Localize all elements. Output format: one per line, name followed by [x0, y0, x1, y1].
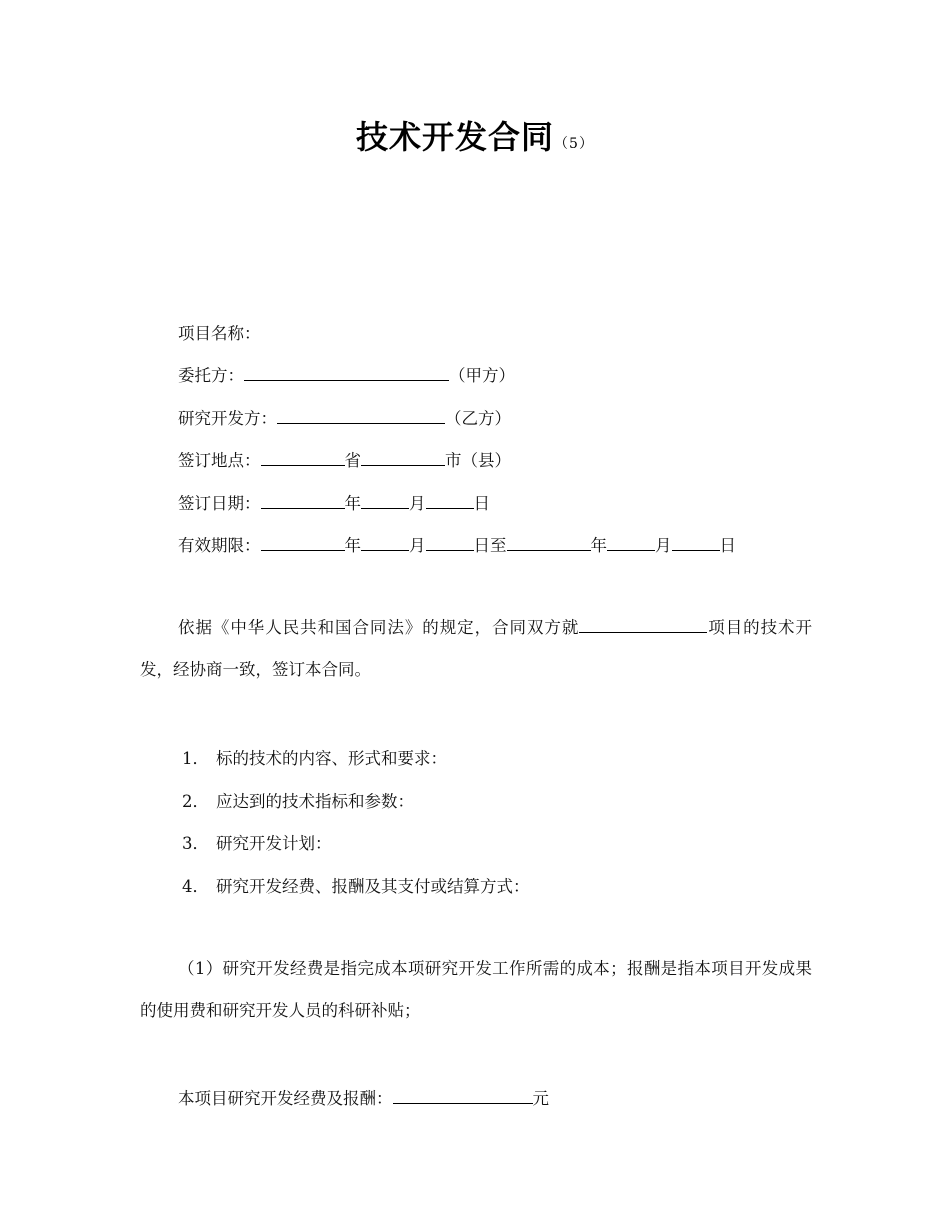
sign-place-label: 签订地点： — [178, 451, 261, 470]
list-item — [178, 788, 414, 812]
year-text: 年 — [344, 536, 361, 555]
clause-1-paragraph — [140, 948, 812, 1032]
province-text: 省 — [344, 451, 361, 470]
month-text: 月 — [409, 536, 426, 555]
day-to-text: 日至 — [473, 536, 507, 555]
validity-line — [178, 532, 736, 556]
project-name-label: 项目名称： — [178, 324, 261, 343]
sign-year-blank[interactable] — [261, 493, 345, 509]
client-label: 委托方： — [178, 366, 244, 385]
client-blank[interactable] — [244, 365, 449, 381]
month-text: 月 — [655, 536, 672, 555]
year-text: 年 — [590, 536, 607, 555]
province-blank[interactable] — [261, 450, 345, 466]
fee-label: 本项目研究开发经费及报酬： — [178, 1089, 393, 1108]
item-text: 标的技术的内容、形式和要求： — [216, 749, 447, 768]
start-month-blank[interactable] — [361, 535, 409, 551]
project-blank[interactable] — [579, 617, 707, 633]
item-number: 2． — [182, 792, 209, 811]
end-month-blank[interactable] — [607, 535, 655, 551]
intro-part1: 依据《中华人民共和国合同法》的规定，合同双方就 — [178, 618, 580, 637]
developer-blank[interactable] — [277, 408, 445, 424]
fee-line — [178, 1085, 549, 1109]
developer-label: 研究开发方： — [178, 409, 277, 428]
document-title — [0, 112, 950, 158]
start-year-blank[interactable] — [261, 535, 345, 551]
fee-blank[interactable] — [393, 1088, 533, 1104]
title-suffix: （5） — [554, 136, 594, 152]
city-text: 市（县） — [445, 451, 511, 470]
end-day-blank[interactable] — [672, 535, 720, 551]
sign-day-blank[interactable] — [426, 493, 474, 509]
list-item — [178, 830, 332, 854]
item-number: 3． — [182, 834, 209, 853]
sign-place-line — [178, 447, 511, 471]
fee-unit: 元 — [532, 1089, 549, 1108]
month-text: 月 — [409, 494, 426, 513]
clause-1-text: （1）研究开发经费是指完成本项研究开发工作所需的成本；报酬是指本项目开发成果的使用费和研究开发人员的科研补贴； — [140, 959, 812, 1020]
project-name-line — [178, 320, 261, 344]
item-number: 1． — [182, 749, 209, 768]
end-year-blank[interactable] — [507, 535, 591, 551]
city-blank[interactable] — [361, 450, 445, 466]
item-text: 应达到的技术指标和参数： — [216, 792, 414, 811]
list-item — [178, 745, 447, 769]
title-text: 技术开发合同 — [356, 118, 555, 156]
client-role: （甲方） — [449, 366, 515, 385]
sign-date-line — [178, 490, 490, 514]
sign-month-blank[interactable] — [361, 493, 409, 509]
developer-line — [178, 405, 511, 429]
item-text: 研究开发经费、报酬及其支付或结算方式： — [216, 877, 530, 896]
day-text: 日 — [473, 494, 490, 513]
validity-label: 有效期限： — [178, 536, 261, 555]
intro-paragraph — [140, 607, 812, 691]
item-number: 4． — [182, 877, 209, 896]
item-text: 研究开发计划： — [216, 834, 332, 853]
start-day-blank[interactable] — [426, 535, 474, 551]
developer-role: （乙方） — [445, 409, 511, 428]
year-text: 年 — [344, 494, 361, 513]
client-line — [178, 362, 515, 386]
sign-date-label: 签订日期： — [178, 494, 261, 513]
intro-part2: 项目的技术开发，经协商一致，签订本合同。 — [140, 618, 813, 679]
list-item — [178, 873, 530, 897]
day-text: 日 — [719, 536, 736, 555]
